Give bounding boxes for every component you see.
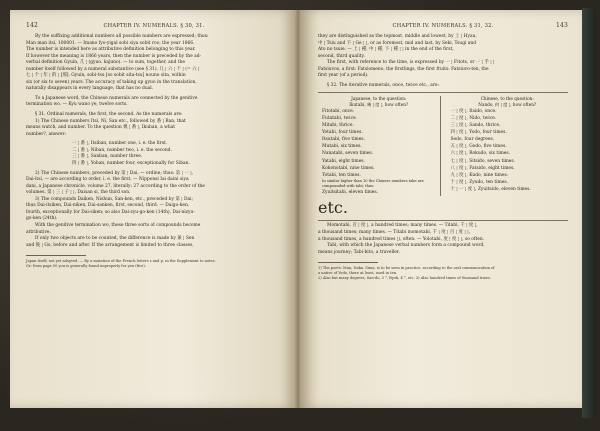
book-cover-edge: [582, 8, 596, 418]
table-row: Zyuitsitabi, eleven times.: [322, 189, 379, 195]
text-line: 2) The Chinese numbers, preceded by 第 ¦ Dai, — ordine; thus: 第 ¦ 一 ¦,: [35, 170, 194, 176]
list-item: 三 ¦ 番 ¦, Sanban, number three.: [72, 154, 143, 160]
text-line: 七 ¦ 个 ¦ 年 ¦ 的 ¦ [那]. Gyuin, sobi-tsu [so sobit sita-tsu] nouno sita, within: [26, 73, 186, 79]
text-line: If only two objects are to be counted, the difference is made by 兼 ¦ Sen: [35, 236, 195, 242]
table-row: 二 ¦ 度 ¦, Nido, twice.: [450, 115, 497, 121]
table-row: 三 ¦ 度 ¦, Sando, thrice.: [450, 123, 501, 129]
running-head: CHAPTER IV. NUMERALS. § 30, 31.: [103, 22, 205, 29]
text-line: they are distinguished as the topmost, middle and lowest, by 上 ¦ Hyau,: [318, 34, 477, 39]
text-line: If however the meaning is 1866 years, then the number is preceded by the ad-: [26, 53, 201, 59]
column-head: Ikutabi, 幾 ¦ 度 ¦, how often?: [349, 101, 409, 107]
table-row: Kokonotabi, nine times.: [322, 165, 375, 171]
footnote: Or: from page 50 you is generally found improperly for yen (five).: [26, 264, 146, 269]
table-rule-top: [318, 92, 568, 93]
page-number: 143: [555, 22, 568, 29]
footnote: Japan itself, not yet adopted. — By a mutation of the French letters s and p, in the Supplement to notes.: [26, 258, 216, 263]
text-line: 1) The Chinese numbers Itsi, Ni, San etc., followed by 番 ¦ Ban, that: [35, 118, 186, 124]
list-item: 一 ¦ 番 ¦, Itsiban, number one, i. e. the first.: [72, 141, 168, 147]
japanese-column: [318, 96, 440, 196]
text-line: naturally disappears in every language, that has no dual.: [26, 86, 154, 92]
table-row: Itsutabi, five times.: [322, 137, 365, 143]
table-rule-bottom: [318, 220, 568, 221]
text-line: Dai-itsi, — are according to order, i. e. the first. — Nipponsi Iai daini siya: [26, 177, 189, 183]
column-head: Japanese, to the question:: [351, 95, 407, 101]
table-row: 十 ¦ 度 ¦, Zyudo, ten times.: [450, 179, 508, 185]
text-line: means watch, and number. To the question 幾 ¦ 番 ¦, Ikuban, a what: [26, 125, 176, 131]
text-line: Man man itsi, 100001. — Imano fyo-yigal sobi siya sobit roo, the year 1866.: [26, 40, 195, 46]
text-line: a thousand times, a hundred times ¦), often. — Yolotabi, 度 ¦ 度 ¦ ¦, so often.: [318, 236, 485, 242]
text-line: volumes. 第 ¦ 三 ¦ 子 ¦ ¦, Daisan si, the third son.: [26, 190, 131, 196]
text-line: Momotabi, 百 ¦ 度 ¦, a hundred times; many times. — Titabi, 千 ¦ 度 ¦,: [327, 223, 478, 229]
text-line: second, third quality.: [318, 53, 365, 59]
list-item: 二 ¦ 番 ¦, Niban, number two, i. e. the second.: [72, 147, 172, 153]
table-row: Futatabi, twice.: [322, 115, 358, 121]
footnote: 2) Also but many degrees, San-do, 3 °, Ryok, 4 °, etc. 3) Also hundred times of thousand times.: [318, 276, 491, 281]
text-line: fourth, exceptionally for Dai-siken; so also Dai-zyu-go-ken (14th), Dai-nizyu-: [26, 209, 195, 215]
table-row: Nanatabi, seven times.: [322, 151, 374, 157]
table-row: 八 ¦ 度 ¦, Fatsido, eight times.: [450, 165, 515, 171]
footnote-rule: [26, 255, 86, 256]
text-line: Tabi, with which the Japanese verbal numbers form a compound word,: [327, 243, 485, 249]
text-line: a thousand times; many times. — Titabi momotabi, 千 ¦ 度 ¦ 百 ¦ 度 ¦ ¦,: [318, 229, 471, 235]
column-head: Chinese, to the question:: [480, 95, 534, 101]
iterative-numerals-table: [318, 96, 568, 196]
table-row: 四 ¦ 度 ¦, Yodo, four times.: [450, 130, 507, 136]
section-heading: § 32. The iterative numerals, once, twice etc., are:: [327, 82, 439, 88]
footnote-rule: [318, 262, 378, 263]
table-note: In similar higher than 10 the Chinese numbers take are compounded with tabi; thus:: [322, 178, 424, 188]
table-row: Yatabi, eight times.: [322, 158, 365, 164]
text-line: Ato no tsuie. — 上 ¦ 種, 中 ¦ 種, 下 ¦ 種 ¦ ¦ in the end of the first,: [318, 47, 454, 53]
text-line: By the suffixing additional numbers all possible numbers are expressed; thus:: [35, 34, 209, 39]
table-row: 九 ¦ 度 ¦, Kudo, nine times.: [450, 172, 509, 178]
text-line: The first, with reference to the time, is expressed by 一 ¦ Fitots, or 一 ¦ 手 ¦ ¦: [327, 60, 495, 66]
text-line: attributive.: [26, 229, 51, 235]
table-row: Totabi, ten times.: [322, 172, 361, 178]
text-line: and 後 ¦ Go, before and after. If the arrangement is limited to three classes,: [26, 242, 194, 248]
text-line: go-ken (24th).: [26, 216, 58, 222]
table-row: Yotabi, four times.: [322, 130, 363, 136]
footnote: 1) The poets: Man, Naka, Sima, is to be seen in practice, according to the oral communication of: [318, 265, 495, 270]
text-line: thus Dai-itsiken, Dai-niken, Dai-sanken, first, second, third. — Daigo-ken,: [26, 203, 190, 209]
column-head: Nando, 何 ¦ 度 ¦, how often?: [478, 101, 537, 107]
text-line: first year (of a period).: [318, 73, 369, 79]
table-row: Sedo, four degrees.: [450, 137, 495, 143]
chinese-column: [440, 96, 569, 196]
section-heading: § 31. Ordinal numerals, the first, the second. As the numerals are:: [35, 112, 183, 118]
table-row: 六 ¦ 度 ¦, Rokudo, six times.: [450, 151, 511, 157]
text-line: termination wo. — Kyu wano ye, twelve sorts.: [26, 102, 128, 108]
text-line: Fatsiuvos, a first: Fatsiomeno, the firstlings, the first fruits: Fatsiuvo-ten, the: [318, 66, 489, 72]
text-line: means journey; Tabi-bito, a traveller.: [318, 249, 400, 255]
table-row: Fitotabi, once.: [322, 108, 355, 114]
text-line: number itself followed by a numeral substantive (see § 31). 几 ¦ 六 ¦ 个 ¦ (= 六 ¦: [26, 66, 200, 72]
text-line: 中 ¦ Tsiu and 下 ¦ Ge ¦ ¦, or as foremost, mid and last, by Seki, Tsugi and: [318, 40, 477, 46]
running-head: CHAPTER IV. NUMERALS. § 31, 32.: [392, 22, 494, 29]
table-row: 五 ¦ 度 ¦, Godo, five times.: [450, 144, 507, 150]
text-line: To a Japanese word, the Chinese numerals are connected by the genitive: [35, 95, 198, 101]
text-line: The number is intended here as attributive definition belonging to this year.: [26, 47, 196, 53]
right-page: [300, 10, 582, 408]
text-line: With the genitive termination wo, these three sorts of compounds become: [35, 222, 201, 228]
text-line: 3) The compounds Daiken, Nishun, San-ken, etc., preceded by 第 ¦ Dai;: [35, 196, 194, 202]
page-number: 142: [26, 22, 39, 29]
left-page-header: [26, 22, 282, 34]
text-line: number?, answer:: [26, 131, 67, 137]
footnote: a native of Yedo, there at least, used in ten.: [318, 271, 398, 276]
left-page: [10, 10, 296, 408]
right-page-header: [318, 22, 568, 34]
table-etc: etc.: [318, 197, 348, 217]
text-line: verbal definition Gyuin, 几 ¦ (gyuo. kajuno). — to sum, together, and the: [26, 60, 186, 66]
table-row: 一 ¦ 度 ¦, Itsido, once.: [450, 108, 497, 114]
table-row: Mitabi, thrice.: [322, 123, 354, 129]
table-row: 七 ¦ 度 ¦, Sitsido, seven times.: [450, 158, 516, 164]
table-row: 十 ¦ 一 ¦ 度 ¦, Zyuitsido, eleven times.: [450, 186, 531, 192]
table-row: Mutabi, six times.: [322, 144, 362, 150]
list-item: 四 ¦ 番 ¦, Yoban, number four, exceptionally for Siban.: [72, 160, 190, 166]
text-line: dani, a Japanese chronicle, volume 27, literally: 27 according to the order of the: [26, 183, 205, 189]
text-line: six (or six to seven) years. The accuracy of taking up gyuo in the translation,: [26, 79, 197, 85]
